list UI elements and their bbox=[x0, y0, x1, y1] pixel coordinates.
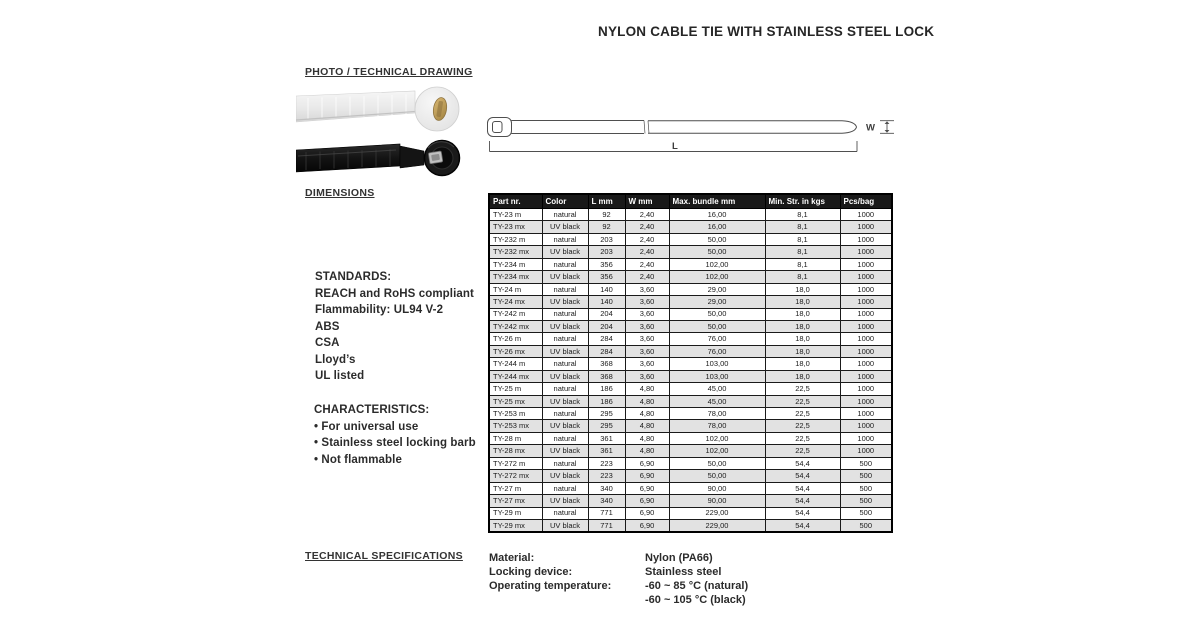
table-cell: 1000 bbox=[840, 209, 892, 221]
table-cell: TY-232 mx bbox=[489, 246, 542, 258]
list-item: UL listed bbox=[315, 370, 365, 382]
table-cell: 54,4 bbox=[765, 519, 840, 531]
table-cell: natural bbox=[542, 283, 588, 295]
table-cell: 18,0 bbox=[765, 296, 840, 308]
spec-row bbox=[489, 579, 748, 593]
table-cell: 22,5 bbox=[765, 432, 840, 444]
table-row bbox=[489, 258, 892, 270]
table-row bbox=[489, 457, 892, 469]
table-cell: UV black bbox=[542, 320, 588, 332]
table-cell: 203 bbox=[588, 233, 625, 245]
table-row bbox=[489, 395, 892, 407]
table-cell: 29,00 bbox=[669, 283, 765, 295]
table-cell: 103,00 bbox=[669, 358, 765, 370]
table-cell: 1000 bbox=[840, 283, 892, 295]
table-cell: 22,5 bbox=[765, 395, 840, 407]
drawing-strap-outline bbox=[512, 121, 857, 134]
table-cell: 50,00 bbox=[669, 233, 765, 245]
table-body bbox=[489, 209, 892, 532]
characteristics-heading: CHARACTERISTICS: bbox=[314, 404, 430, 416]
table-cell: 102,00 bbox=[669, 258, 765, 270]
spec-value: Nylon (PA66) bbox=[645, 552, 713, 564]
column-header: Pcs/bag bbox=[840, 194, 892, 209]
column-header: L mm bbox=[588, 194, 625, 209]
table-cell: 1000 bbox=[840, 333, 892, 345]
table-cell: 4,80 bbox=[625, 395, 669, 407]
table-cell: 1000 bbox=[840, 271, 892, 283]
table-cell: 102,00 bbox=[669, 271, 765, 283]
table-cell: 368 bbox=[588, 370, 625, 382]
list-item: Lloyd’s bbox=[315, 353, 356, 366]
table-row bbox=[489, 296, 892, 308]
table-cell: 1000 bbox=[840, 432, 892, 444]
table-cell: 771 bbox=[588, 507, 625, 519]
table-cell: 500 bbox=[840, 519, 892, 531]
table-cell: 2,40 bbox=[625, 258, 669, 270]
table-cell: TY-26 m bbox=[489, 333, 542, 345]
table-cell: 18,0 bbox=[765, 345, 840, 357]
table-cell: 18,0 bbox=[765, 333, 840, 345]
table-cell: TY-28 mx bbox=[489, 445, 542, 457]
table-cell: 223 bbox=[588, 457, 625, 469]
table-cell: 771 bbox=[588, 519, 625, 531]
characteristics-block bbox=[314, 402, 476, 468]
table-cell: 2,40 bbox=[625, 221, 669, 233]
white-cable-tie-photo bbox=[296, 87, 459, 131]
table-cell: 8,1 bbox=[765, 233, 840, 245]
table-cell: TY-23 mx bbox=[489, 221, 542, 233]
table-cell: 54,4 bbox=[765, 495, 840, 507]
column-header: Part nr. bbox=[489, 194, 542, 209]
table-cell: 103,00 bbox=[669, 370, 765, 382]
table-row bbox=[489, 209, 892, 221]
table-row bbox=[489, 271, 892, 283]
table-cell: 8,1 bbox=[765, 271, 840, 283]
spec-row bbox=[489, 551, 748, 565]
table-cell: UV black bbox=[542, 370, 588, 382]
table-row bbox=[489, 320, 892, 332]
table-cell: 229,00 bbox=[669, 507, 765, 519]
table-cell: TY-272 mx bbox=[489, 470, 542, 482]
table-cell: 186 bbox=[588, 383, 625, 395]
table-cell: TY-244 m bbox=[489, 358, 542, 370]
table-cell: 18,0 bbox=[765, 370, 840, 382]
table-row bbox=[489, 333, 892, 345]
table-cell: 3,60 bbox=[625, 320, 669, 332]
table-cell: 6,90 bbox=[625, 519, 669, 531]
table-row bbox=[489, 408, 892, 420]
table-cell: UV black bbox=[542, 395, 588, 407]
spec-label: Locking device: bbox=[489, 566, 573, 578]
table-cell: UV black bbox=[542, 271, 588, 283]
table-cell: 8,1 bbox=[765, 258, 840, 270]
table-cell: 2,40 bbox=[625, 233, 669, 245]
table-cell: 3,60 bbox=[625, 296, 669, 308]
table-cell: 50,00 bbox=[669, 246, 765, 258]
table-cell: 1000 bbox=[840, 383, 892, 395]
table-cell: 22,5 bbox=[765, 383, 840, 395]
table-row bbox=[489, 308, 892, 320]
table-row bbox=[489, 482, 892, 494]
table-cell: 223 bbox=[588, 470, 625, 482]
table-cell: UV black bbox=[542, 470, 588, 482]
table-cell: 16,00 bbox=[669, 221, 765, 233]
list-item: ABS bbox=[315, 320, 340, 333]
table-cell: 186 bbox=[588, 395, 625, 407]
list-item: REACH and RoHS compliant bbox=[315, 287, 474, 300]
table-cell: 500 bbox=[840, 507, 892, 519]
column-header: W mm bbox=[625, 194, 669, 209]
table-cell: 1000 bbox=[840, 345, 892, 357]
table-cell: TY-27 mx bbox=[489, 495, 542, 507]
table-cell: natural bbox=[542, 209, 588, 221]
standards-list bbox=[315, 286, 474, 385]
table-row bbox=[489, 420, 892, 432]
table-row bbox=[489, 445, 892, 457]
table-cell: 8,1 bbox=[765, 246, 840, 258]
drawing-head-slot bbox=[493, 122, 503, 133]
table-row bbox=[489, 519, 892, 531]
table-cell: 295 bbox=[588, 420, 625, 432]
table-cell: UV black bbox=[542, 246, 588, 258]
table-header-row bbox=[489, 194, 892, 209]
table-cell: natural bbox=[542, 333, 588, 345]
table-cell: 54,4 bbox=[765, 482, 840, 494]
list-item: CSA bbox=[315, 337, 340, 349]
table-cell: 203 bbox=[588, 246, 625, 258]
table-row bbox=[489, 383, 892, 395]
table-cell: 500 bbox=[840, 470, 892, 482]
product-photos bbox=[296, 84, 486, 182]
table-cell: 90,00 bbox=[669, 482, 765, 494]
spec-value: -60 ~ 105 °C (black) bbox=[645, 594, 746, 606]
table-cell: 45,00 bbox=[669, 395, 765, 407]
table-cell: 361 bbox=[588, 445, 625, 457]
table-cell: 6,90 bbox=[625, 482, 669, 494]
table-cell: 78,00 bbox=[669, 408, 765, 420]
table-cell: 1000 bbox=[840, 233, 892, 245]
table-cell: TY-272 m bbox=[489, 457, 542, 469]
table-cell: 22,5 bbox=[765, 420, 840, 432]
characteristics-list bbox=[314, 419, 476, 469]
table-cell: 295 bbox=[588, 408, 625, 420]
table-row bbox=[489, 370, 892, 382]
column-header: Color bbox=[542, 194, 588, 209]
table-cell: TY-232 m bbox=[489, 233, 542, 245]
table-cell: 102,00 bbox=[669, 445, 765, 457]
table-cell: natural bbox=[542, 482, 588, 494]
table-cell: 4,80 bbox=[625, 432, 669, 444]
table-row bbox=[489, 246, 892, 258]
table-row bbox=[489, 358, 892, 370]
table-row bbox=[489, 495, 892, 507]
table-cell: 4,80 bbox=[625, 420, 669, 432]
table-cell: 22,5 bbox=[765, 445, 840, 457]
spec-label: Operating temperature: bbox=[489, 580, 612, 592]
list-item: • Stainless steel locking barb bbox=[314, 435, 476, 452]
table-cell: 18,0 bbox=[765, 358, 840, 370]
table-cell: 3,60 bbox=[625, 345, 669, 357]
table-cell: 90,00 bbox=[669, 495, 765, 507]
table-row bbox=[489, 345, 892, 357]
table-cell: 92 bbox=[588, 209, 625, 221]
standards-heading: STANDARDS: bbox=[315, 271, 392, 283]
table-cell: 102,00 bbox=[669, 432, 765, 444]
table-cell: 18,0 bbox=[765, 283, 840, 295]
table-cell: 1000 bbox=[840, 296, 892, 308]
table-cell: 368 bbox=[588, 358, 625, 370]
table-cell: UV black bbox=[542, 445, 588, 457]
table-cell: UV black bbox=[542, 519, 588, 531]
table-cell: 8,1 bbox=[765, 221, 840, 233]
table-cell: 3,60 bbox=[625, 308, 669, 320]
table-cell: natural bbox=[542, 432, 588, 444]
table-cell: 1000 bbox=[840, 358, 892, 370]
spec-value: -60 ~ 85 °C (natural) bbox=[645, 580, 749, 592]
table-cell: UV black bbox=[542, 345, 588, 357]
table-cell: 50,00 bbox=[669, 308, 765, 320]
cable-tie-drawing bbox=[486, 108, 906, 163]
table-cell: 1000 bbox=[840, 408, 892, 420]
width-arrow-down bbox=[885, 130, 890, 133]
standards-block bbox=[315, 269, 474, 385]
photo-section-heading: PHOTO / TECHNICAL DRAWING bbox=[305, 66, 473, 78]
table-row bbox=[489, 507, 892, 519]
width-dimension-label: W bbox=[866, 122, 875, 134]
spec-label: Material: bbox=[489, 552, 535, 564]
table-cell: 140 bbox=[588, 296, 625, 308]
spec-label bbox=[489, 593, 645, 607]
table-cell: 6,90 bbox=[625, 470, 669, 482]
table-cell: 361 bbox=[588, 432, 625, 444]
table-cell: 140 bbox=[588, 283, 625, 295]
technical-drawing bbox=[486, 108, 906, 163]
table-cell: UV black bbox=[542, 296, 588, 308]
table-cell: TY-242 m bbox=[489, 308, 542, 320]
table-cell: natural bbox=[542, 308, 588, 320]
table-cell: 50,00 bbox=[669, 320, 765, 332]
table-row bbox=[489, 470, 892, 482]
table-cell: 1000 bbox=[840, 445, 892, 457]
table-cell: 3,60 bbox=[625, 333, 669, 345]
list-item: • For universal use bbox=[314, 419, 476, 436]
table-cell: TY-28 m bbox=[489, 432, 542, 444]
dimensions-section-heading: DIMENSIONS bbox=[305, 187, 375, 199]
table-cell: 500 bbox=[840, 457, 892, 469]
specs-rows bbox=[489, 551, 748, 607]
table-cell: 284 bbox=[588, 345, 625, 357]
table-cell: natural bbox=[542, 507, 588, 519]
table-cell: 3,60 bbox=[625, 283, 669, 295]
table-cell: 45,00 bbox=[669, 383, 765, 395]
page-title: NYLON CABLE TIE WITH STAINLESS STEEL LOCK bbox=[598, 24, 935, 39]
dimensions-table bbox=[488, 193, 893, 533]
table-cell: UV black bbox=[542, 221, 588, 233]
table-cell: natural bbox=[542, 408, 588, 420]
table-cell: TY-23 m bbox=[489, 209, 542, 221]
table-cell: UV black bbox=[542, 495, 588, 507]
table-cell: 22,5 bbox=[765, 408, 840, 420]
column-header: Min. Str. in kgs bbox=[765, 194, 840, 209]
table-cell: natural bbox=[542, 258, 588, 270]
table-cell: TY-253 mx bbox=[489, 420, 542, 432]
table-cell: 1000 bbox=[840, 246, 892, 258]
table-cell: 1000 bbox=[840, 308, 892, 320]
table-cell: 1000 bbox=[840, 420, 892, 432]
table-cell: TY-244 mx bbox=[489, 370, 542, 382]
cable-tie-photo-graphic bbox=[296, 84, 486, 182]
table-cell: 3,60 bbox=[625, 370, 669, 382]
table-cell: 1000 bbox=[840, 395, 892, 407]
table-cell: TY-24 mx bbox=[489, 296, 542, 308]
table-cell: TY-26 mx bbox=[489, 345, 542, 357]
table-cell: 2,40 bbox=[625, 271, 669, 283]
table-cell: 50,00 bbox=[669, 457, 765, 469]
table-cell: 16,00 bbox=[669, 209, 765, 221]
spec-row bbox=[489, 593, 748, 607]
table-cell: 2,40 bbox=[625, 246, 669, 258]
table-cell: 4,80 bbox=[625, 383, 669, 395]
table-cell: TY-29 mx bbox=[489, 519, 542, 531]
spec-value: Stainless steel bbox=[645, 566, 722, 578]
table-cell: TY-25 mx bbox=[489, 395, 542, 407]
spec-row bbox=[489, 565, 748, 579]
width-arrow-up bbox=[885, 121, 890, 124]
table-cell: 356 bbox=[588, 258, 625, 270]
table-cell: natural bbox=[542, 233, 588, 245]
table-cell: 54,4 bbox=[765, 470, 840, 482]
length-dimension-label: L bbox=[672, 141, 678, 152]
table-cell: 54,4 bbox=[765, 457, 840, 469]
table-cell: 284 bbox=[588, 333, 625, 345]
table-cell: UV black bbox=[542, 420, 588, 432]
drawing-head-outline bbox=[488, 118, 512, 137]
list-item: • Not flammable bbox=[314, 452, 476, 469]
table-cell: 8,1 bbox=[765, 209, 840, 221]
table-cell: TY-24 m bbox=[489, 283, 542, 295]
column-header: Max. bundle mm bbox=[669, 194, 765, 209]
table-cell: TY-253 m bbox=[489, 408, 542, 420]
table-cell: TY-27 m bbox=[489, 482, 542, 494]
table-row bbox=[489, 432, 892, 444]
list-item: Flammability: UL94 V-2 bbox=[315, 304, 444, 316]
table-cell: 78,00 bbox=[669, 420, 765, 432]
table-row bbox=[489, 233, 892, 245]
table-cell: 92 bbox=[588, 221, 625, 233]
table-cell: natural bbox=[542, 457, 588, 469]
table-cell: 18,0 bbox=[765, 320, 840, 332]
table-cell: 356 bbox=[588, 271, 625, 283]
table-cell: 204 bbox=[588, 308, 625, 320]
table-cell: 340 bbox=[588, 495, 625, 507]
table-row bbox=[489, 283, 892, 295]
table-cell: 50,00 bbox=[669, 470, 765, 482]
drawing-strap-seam bbox=[644, 121, 649, 134]
table-cell: 500 bbox=[840, 495, 892, 507]
table-cell: TY-29 m bbox=[489, 507, 542, 519]
table-cell: 229,00 bbox=[669, 519, 765, 531]
table-cell: TY-234 m bbox=[489, 258, 542, 270]
table-cell: natural bbox=[542, 383, 588, 395]
table-cell: 2,40 bbox=[625, 209, 669, 221]
table-cell: TY-234 mx bbox=[489, 271, 542, 283]
table-cell: 6,90 bbox=[625, 457, 669, 469]
table-cell: 18,0 bbox=[765, 308, 840, 320]
table-cell: 29,00 bbox=[669, 296, 765, 308]
table-cell: 76,00 bbox=[669, 333, 765, 345]
table-row bbox=[489, 221, 892, 233]
table-cell: 4,80 bbox=[625, 445, 669, 457]
black-cable-tie-photo bbox=[296, 141, 460, 176]
table-cell: 76,00 bbox=[669, 345, 765, 357]
specs-section-heading: TECHNICAL SPECIFICATIONS bbox=[305, 550, 463, 562]
table-cell: TY-242 mx bbox=[489, 320, 542, 332]
table-cell: 6,90 bbox=[625, 495, 669, 507]
table-cell: 1000 bbox=[840, 370, 892, 382]
table-cell: 1000 bbox=[840, 221, 892, 233]
table-cell: 204 bbox=[588, 320, 625, 332]
table-cell: 3,60 bbox=[625, 358, 669, 370]
table-cell: TY-25 m bbox=[489, 383, 542, 395]
table-cell: 54,4 bbox=[765, 507, 840, 519]
table-cell: natural bbox=[542, 358, 588, 370]
table-cell: 1000 bbox=[840, 258, 892, 270]
table-cell: 340 bbox=[588, 482, 625, 494]
table-cell: 1000 bbox=[840, 320, 892, 332]
table-cell: 6,90 bbox=[625, 507, 669, 519]
table-cell: 500 bbox=[840, 482, 892, 494]
table-cell: 4,80 bbox=[625, 408, 669, 420]
